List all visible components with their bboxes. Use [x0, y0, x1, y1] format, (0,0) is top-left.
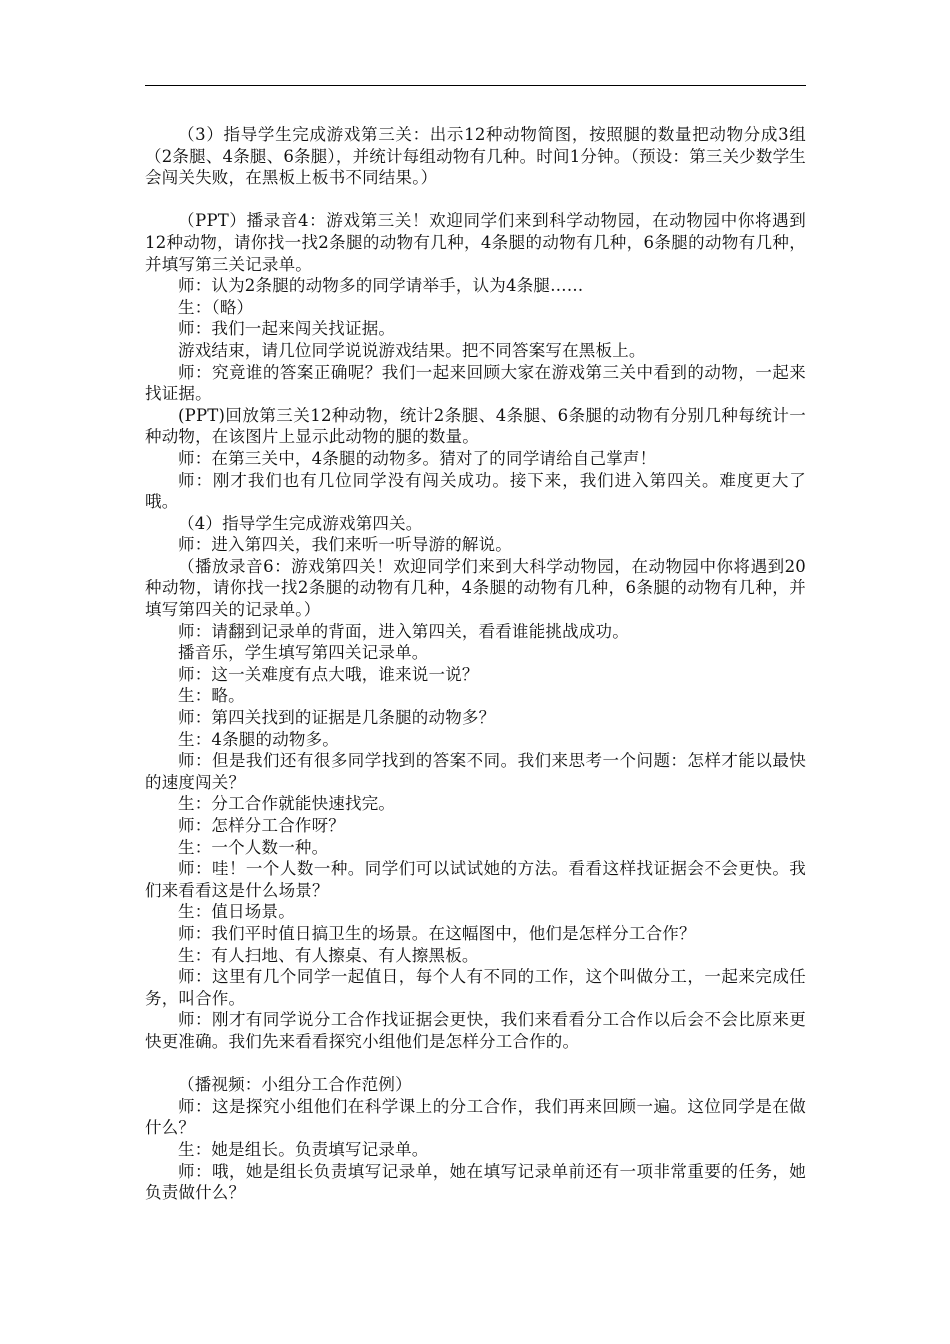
paragraph: 师：哦，她是组长负责填写记录单，她在填写记录单前还有一项非常重要的任务，她负责做什么？	[145, 1161, 806, 1203]
paragraph: 生：值日场景。	[178, 902, 295, 922]
paragraph: 游戏结束，请几位同学说说游戏结果。把不同答案写在黑板上。	[178, 340, 646, 360]
paragraph: 师：哇！一个人数一种。同学们可以试试她的方法。看看这样找证据会不会更快。我们来看看这是什么场景？	[145, 859, 806, 900]
header-rule	[145, 85, 806, 86]
paragraph: 生：4条腿的动物多。	[178, 729, 339, 749]
paragraph: （PPT）播录音4：游戏第三关！欢迎同学们来到科学动物园，在动物园中你将遇到12种动物，请你找一找2条腿的动物有几种，4条腿的动物有几种，6条腿的动物有几种，并填写第三关记录单。	[145, 211, 806, 274]
paragraph: （4）指导学生完成游戏第四关。	[178, 513, 423, 533]
paragraph: 师：这一关难度有点大哦，谁来说一说？	[178, 664, 479, 684]
paragraph: 师：请翻到记录单的背面，进入第四关，看看谁能挑战成功。	[178, 621, 629, 641]
paragraph: 师：进入第四关，我们来听一听导游的解说。	[178, 535, 512, 555]
paragraph: 师：刚才我们也有几位同学没有闯关成功。接下来，我们进入第四关。难度更大了哦。	[145, 470, 806, 512]
paragraph: （播放录音6：游戏第四关！欢迎同学们来到大科学动物园，在动物园中你将遇到20种动物，请你找一找2条腿的动物有几种，4条腿的动物有几种，6条腿的动物有几种，并填写第四关的记录单。）	[145, 556, 806, 620]
paragraph: 师：刚才有同学说分工合作找证据会更快，我们来看看分工合作以后会不会比原来更快更准确。我们先来看看探究小组他们是怎样分工合作的。	[145, 1010, 806, 1051]
paragraph: 师：这是探究小组他们在科学课上的分工合作，我们再来回顾一遍。这位同学是在做什么？	[145, 1096, 806, 1138]
paragraph: （3）指导学生完成游戏第三关：出示12种动物简图，按照腿的数量把动物分成3组（2条腿、4条腿、6条腿），并统计每组动物有几种。时间1分钟。（预设：第三关少数学生会闯关失败，在黑板上板书不同结果。）	[145, 125, 806, 188]
paragraph: 师：这里有几个同学一起值日，每个人有不同的工作，这个叫做分工，一起来完成任务，叫合作。	[145, 967, 806, 1008]
document-body	[145, 124, 806, 1204]
paragraph: 师：第四关找到的证据是几条腿的动物多？	[178, 708, 496, 728]
paragraph: 生：一个人数一种。	[178, 837, 329, 857]
paragraph: 生：略。	[178, 686, 245, 706]
paragraph: 生：分工合作就能快速找完。	[178, 794, 396, 814]
paragraph: 师：我们一起来闯关找证据。	[178, 319, 396, 339]
paragraph: 师：但是我们还有很多同学找到的答案不同。我们来思考一个问题：怎样才能以最快的速度闯关？	[145, 751, 806, 792]
paragraph: (PPT)回放第三关12种动物，统计2条腿、4条腿、6条腿的动物有分别几种每统计一种动物，在该图片上显示此动物的腿的数量。	[145, 405, 806, 447]
paragraph: 播音乐，学生填写第四关记录单。	[178, 643, 429, 663]
paragraph: （播视频：小组分工合作范例）	[178, 1075, 412, 1095]
paragraph: 生：她是组长。负责填写记录单。	[178, 1139, 429, 1159]
blank-line	[145, 189, 806, 211]
paragraph: 师：究竟谁的答案正确呢？我们一起来回顾大家在游戏第三关中看到的动物，一起来找证据。	[145, 362, 806, 404]
paragraph: 师：在第三关中，4条腿的动物多。猜对了的同学请给自己掌声！	[178, 448, 657, 468]
paragraph: 生：（略）	[178, 297, 254, 317]
paragraph: 师：认为2条腿的动物多的同学请举手，认为4条腿……	[178, 276, 584, 296]
blank-line	[145, 1053, 806, 1075]
paragraph: 生：有人扫地、有人擦桌、有人擦黑板。	[178, 945, 479, 965]
paragraph: 师：怎样分工合作呀？	[178, 816, 345, 835]
paragraph: 师：我们平时值日搞卫生的场景。在这幅图中，他们是怎样分工合作？	[178, 923, 696, 943]
